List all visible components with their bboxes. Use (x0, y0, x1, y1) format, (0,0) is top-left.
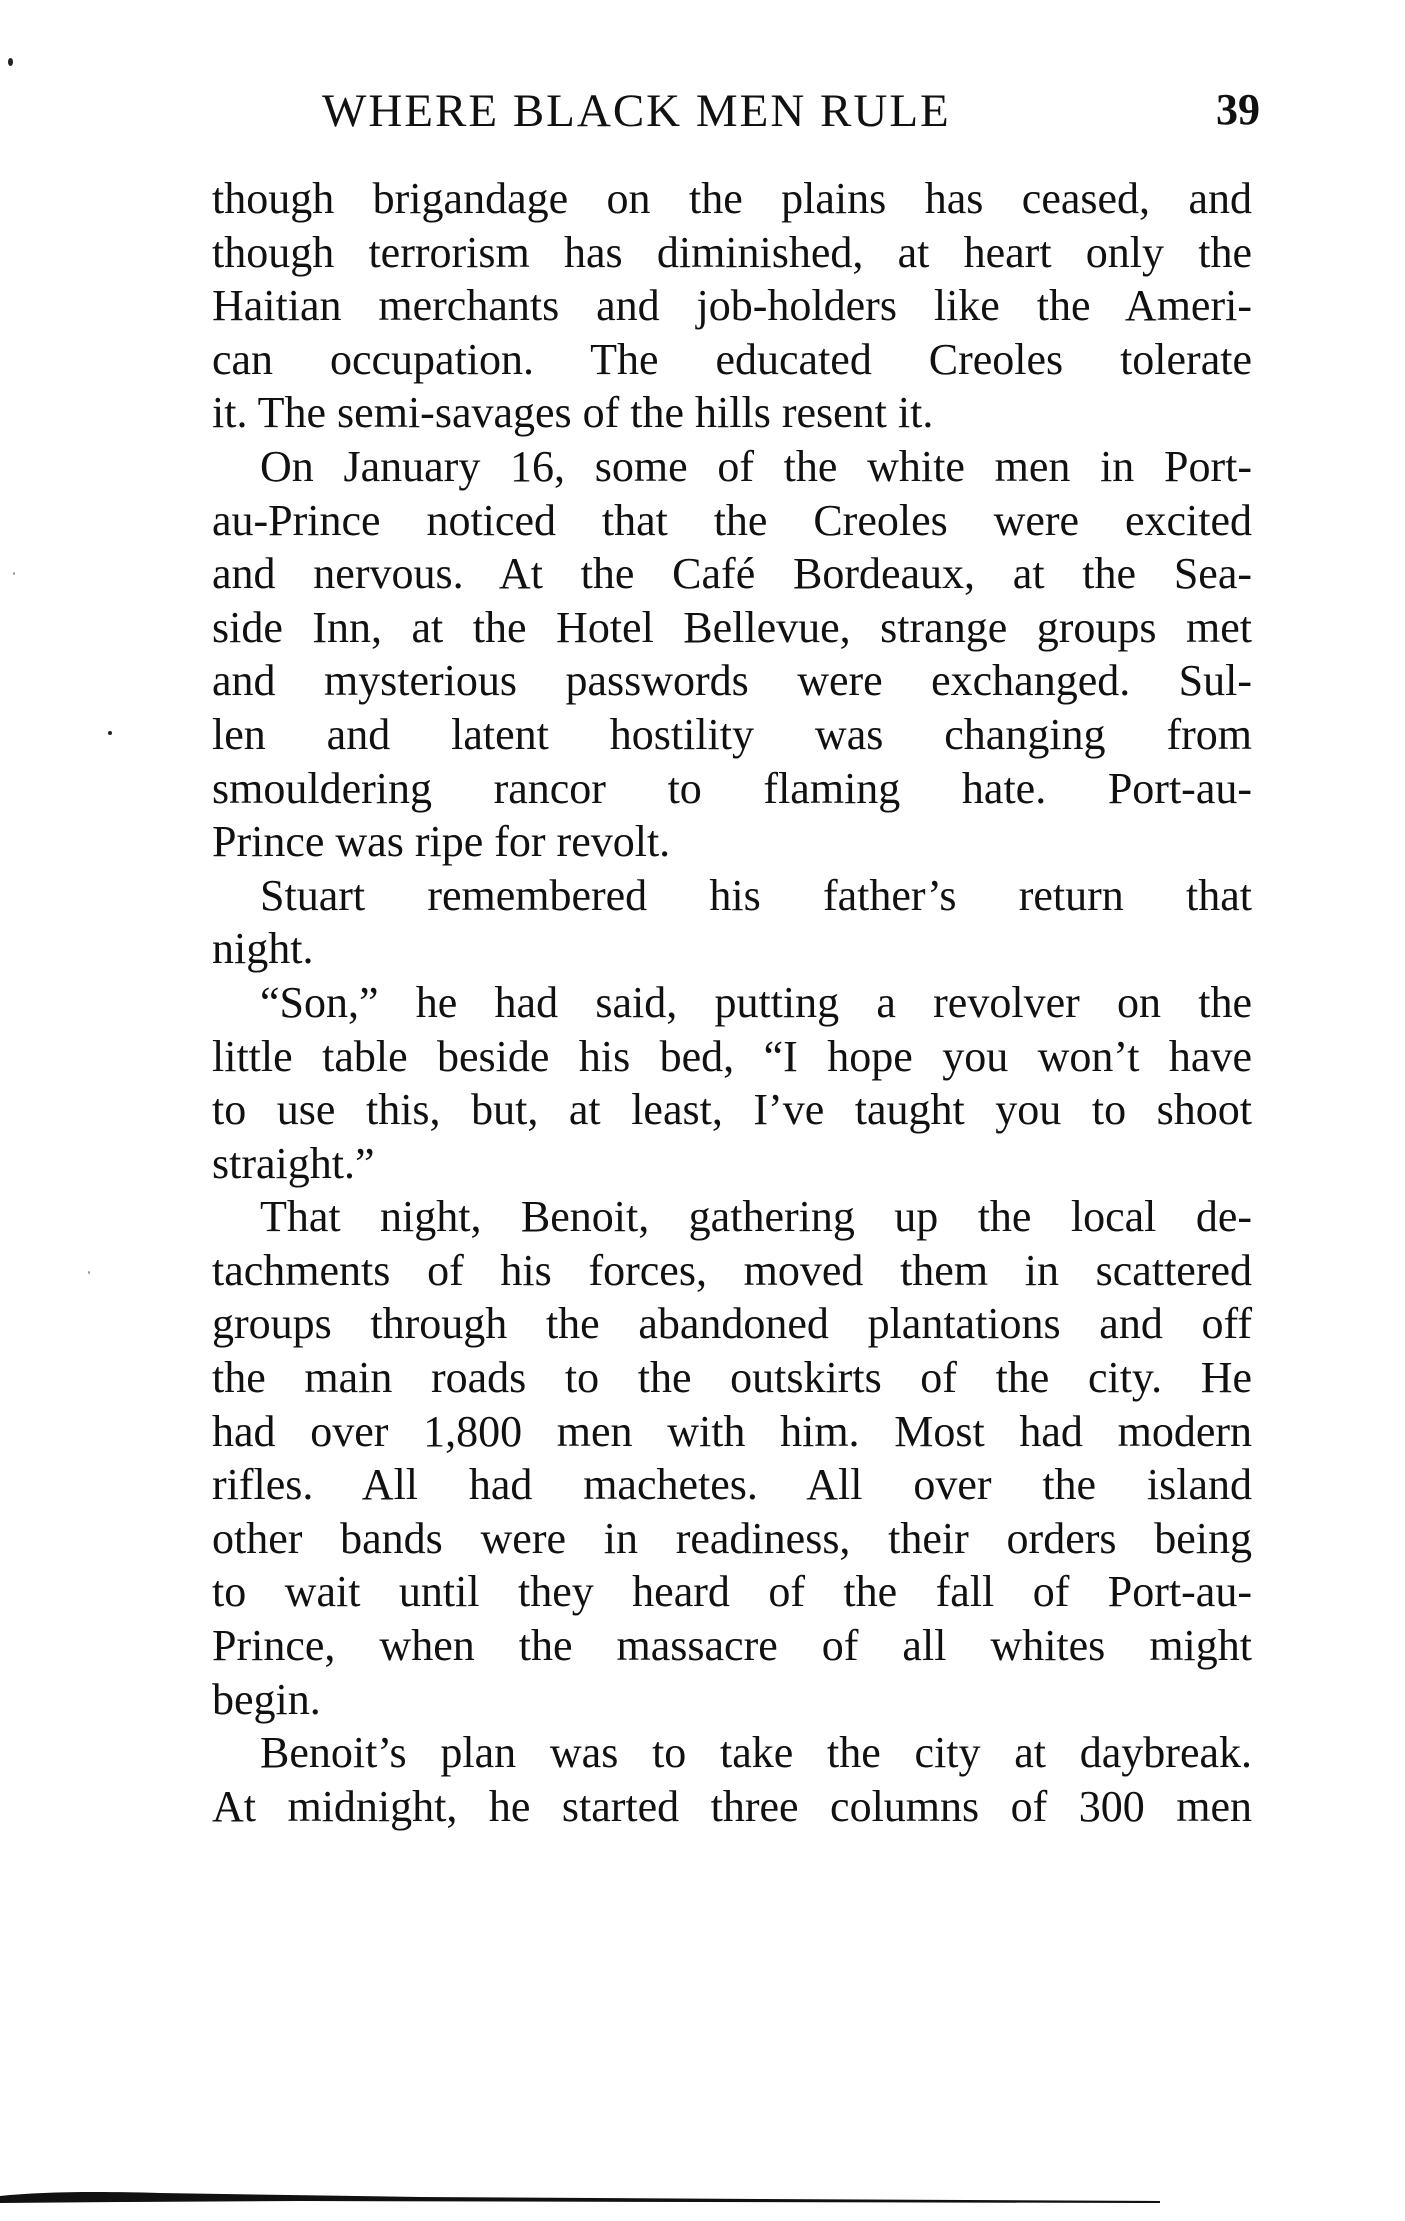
text-line: Benoit’s plan was to take the city at daybreak. (260, 1728, 1252, 1778)
text-line: other bands were in readiness, their orders being (212, 1513, 1252, 1563)
page-header (322, 84, 1260, 144)
text-line: tachments of his forces, moved them in scattered (212, 1245, 1252, 1295)
text-line: side Inn, at the Hotel Bellevue, strange groups met (212, 602, 1252, 652)
text-line: That night, Benoit, gathering up the local de- (260, 1192, 1252, 1242)
text-line: night. (212, 924, 314, 974)
text-line: groups through the abandoned plantations and off (212, 1299, 1252, 1349)
body-text (212, 172, 1252, 1833)
paragraph (212, 440, 1252, 869)
text-line: had over 1,800 men with him. Most had modern (212, 1406, 1252, 1456)
text-line: Haitian merchants and job-holders like the Ameri- (212, 281, 1252, 331)
scan-speck (8, 58, 13, 66)
text-line: the main roads to the outskirts of the city. He (212, 1353, 1252, 1403)
text-line: it. The semi-savages of the hills resent it. (212, 388, 934, 438)
text-line: At midnight, he started three columns of 300 men (212, 1781, 1252, 1831)
paragraph (212, 869, 1252, 976)
text-line: begin. (212, 1674, 321, 1724)
paragraph (212, 172, 1252, 440)
page-number: 39 (1216, 85, 1260, 134)
text-line: On January 16, some of the white men in Port- (260, 441, 1252, 491)
text-line: Prince was ripe for revolt. (212, 817, 671, 867)
text-line: to wait until they heard of the fall of Port-au- (212, 1567, 1252, 1617)
text-line: Prince, when the massacre of all whites might (212, 1621, 1252, 1671)
scan-speck (13, 572, 15, 575)
running-head: WHERE BLACK MEN RULE (322, 85, 951, 137)
text-line: little table beside his bed, “I hope you won’t have (212, 1031, 1252, 1081)
paragraph (212, 1190, 1252, 1726)
scan-edge (0, 2190, 1160, 2204)
text-line: len and latent hostility was changing from (212, 709, 1252, 759)
scan-speck (108, 731, 112, 735)
text-line: Stuart remembered his father’s return that (260, 870, 1252, 920)
text-line: smouldering rancor to flaming hate. Port-au- (212, 763, 1252, 813)
text-line: and nervous. At the Café Bordeaux, at the Sea- (212, 549, 1252, 599)
text-line: to use this, but, at least, I’ve taught you to shoot (212, 1085, 1252, 1135)
scan-speck (88, 1271, 90, 1274)
text-line: “Son,” he had said, putting a revolver on the (260, 977, 1252, 1027)
text-line: and mysterious passwords were exchanged. Sul- (212, 656, 1252, 706)
text-line: rifles. All had machetes. All over the island (212, 1460, 1252, 1510)
text-line: straight.” (212, 1138, 375, 1188)
paragraph (212, 1726, 1252, 1833)
text-line: though brigandage on the plains has ceased, and (212, 174, 1252, 223)
paragraph (212, 976, 1252, 1190)
text-line: though terrorism has diminished, at heart only the (212, 227, 1252, 277)
text-line: can occupation. The educated Creoles tolerate (212, 334, 1252, 384)
text-line: au-Prince noticed that the Creoles were excited (212, 495, 1252, 545)
